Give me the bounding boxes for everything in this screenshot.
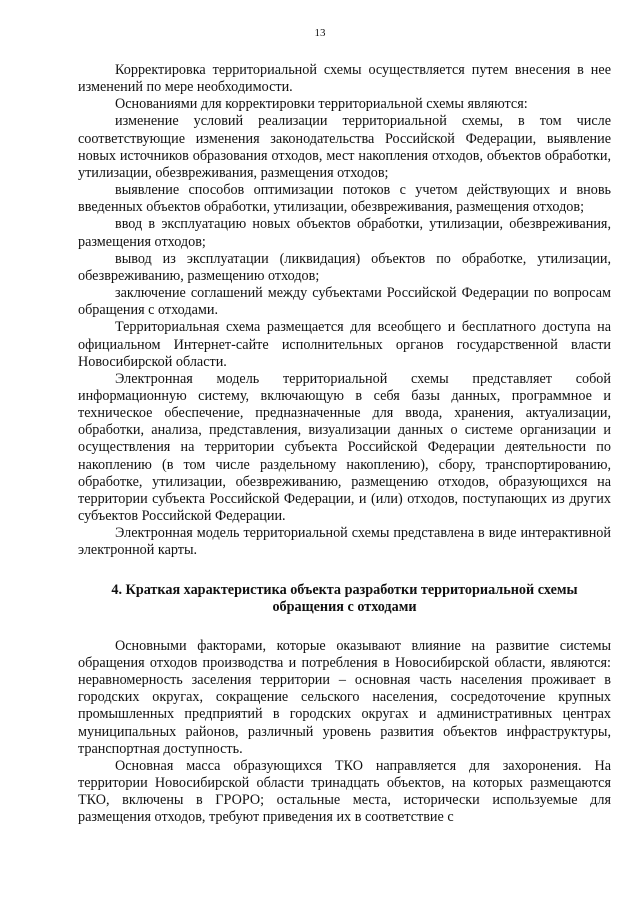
list-item: ввод в эксплуатацию новых объектов обработки, утилизации, обезвреживания, размещения отходов; xyxy=(78,216,611,250)
section-heading-line: 4. Краткая характеристика объекта разработки территориальной схемы xyxy=(111,581,578,598)
list-item: вывод из эксплуатации (ликвидация) объектов по обработке, утилизации, обезвреживанию, размещению отходов; xyxy=(78,250,611,284)
paragraph: Электронная модель территориальной схемы представлена в виде интерактивной электронной карты. xyxy=(78,525,611,559)
list-item: заключение соглашений между субъектами Российской Федерации по вопросам обращения с отходами. xyxy=(78,285,611,319)
list-item: выявление способов оптимизации потоков с учетом действующих и вновь введенных объектов обработки, утилизации, обезвреживания, размещения отходов; xyxy=(78,182,611,216)
list-item: изменение условий реализации территориальной схемы, в том числе соответствующие изменения законодательства Российской Федерации, выявление новых источников образования отходов, мест накопления отходов, объектов обработки, утилизации, обезвреживания, размещения отходов; xyxy=(78,113,611,181)
paragraph: Территориальная схема размещается для всеобщего и бесплатного доступа на официальном Интернет-сайте исполнительных органов государственной власти Новосибирской области. xyxy=(78,319,611,370)
paragraph: Основными факторами, которые оказывают влияние на развитие системы обращения отходов производства и потребления в Новосибирской области, являются: неравномерность заселения территории – основная часть населения проживает в городских округах, сокращение сельского населения, сосредоточение крупных промышленных предприятий в городских округах и административных центрах муниципальных районов, различный уровень развития объектов инфраструктуры, транспортная доступность. xyxy=(78,637,611,757)
paragraph: Основная масса образующихся ТКО направляется для захоронения. На территории Новосибирской области тринадцать объектов, на которых размещаются ТКО, включены в ГРОРО; остальные места, исторически используемые для размещения отходов, требуют приведения их в соответствие с xyxy=(78,757,611,826)
page-number: 13 xyxy=(314,27,326,39)
paragraph: Корректировка территориальной схемы осуществляется путем внесения в нее изменений по мере необходимости. xyxy=(78,62,611,96)
document-body xyxy=(78,62,611,827)
section-heading-line: обращения с отходами xyxy=(272,598,417,615)
paragraph: Основаниями для корректировки территориальной схемы являются: xyxy=(115,96,528,113)
section-heading xyxy=(78,582,611,616)
paragraph: Электронная модель территориальной схемы представляет собой информационную систему, включающую в себя базы данных, программное и техническое обеспечение, предназначенные для ввода, хранения, актуализации, обработки, анализа, представления, визуализации данных о системе организации и осуществления на территории субъекта Российской Федерации деятельности по накоплению (в том числе раздельному накоплению), сбору, транспортированию, обработке, утилизации, обезвреживанию, размещению отходов, образующихся на территории субъекта Российской Федерации, и (или) отходов, поступающих из других субъектов Российской Федерации. xyxy=(78,370,611,525)
